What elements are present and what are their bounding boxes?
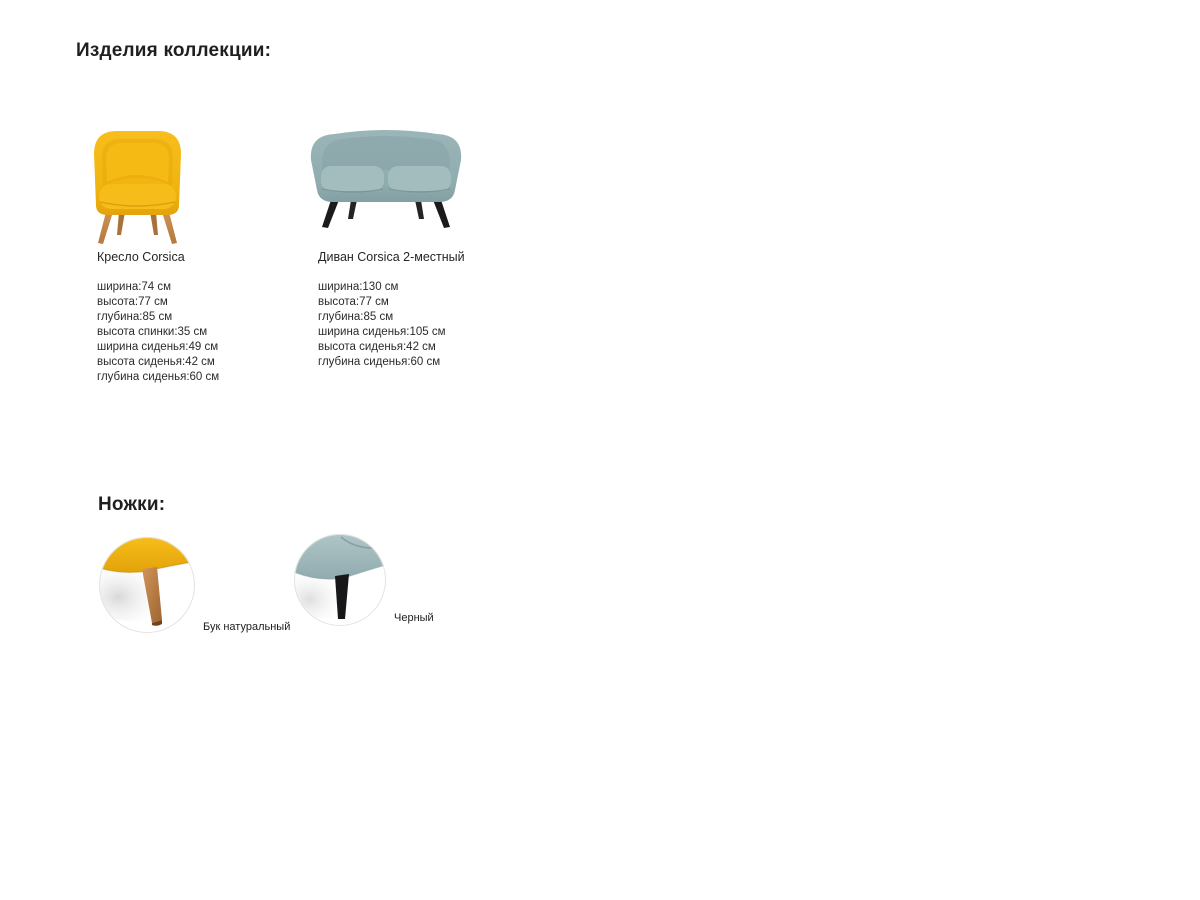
product-image-sofa	[306, 126, 466, 231]
spec-line: ширина:74 см	[97, 281, 172, 293]
leg-option-label-black: Черный	[394, 612, 434, 624]
spec-line: высота сиденья:42 см	[318, 341, 436, 353]
armchair-illustration	[90, 128, 185, 245]
leg-swatch-natural-beech	[98, 536, 196, 634]
spec-line: ширина сиденья:49 см	[97, 341, 219, 353]
spec-line: глубина:85 см	[318, 311, 394, 323]
spec-line: ширина сиденья:105 см	[318, 326, 446, 338]
product-image-armchair	[90, 128, 185, 245]
spec-line: ширина:130 см	[318, 281, 399, 293]
spec-line: высота спинки:35 см	[97, 326, 208, 338]
leg-swatch-black	[293, 533, 387, 627]
product-title-sofa: Диван Corsica 2-местный	[318, 250, 465, 264]
spec-line: глубина сиденья:60 см	[318, 356, 441, 368]
sofa-illustration	[306, 126, 466, 231]
spec-line: глубина сиденья:60 см	[97, 371, 220, 383]
leg-swatch-natural-beech-illustration	[98, 536, 196, 634]
legs-section-heading: Ножки:	[98, 494, 166, 515]
spec-line: высота:77 см	[318, 296, 389, 308]
spec-line: высота сиденья:42 см	[97, 356, 215, 368]
leg-option-label-beech: Бук натуральный	[203, 621, 291, 633]
product-specs-armchair	[97, 280, 219, 385]
spec-line: высота:77 см	[97, 296, 168, 308]
product-title-armchair: Кресло Corsica	[97, 250, 185, 264]
leg-swatch-black-illustration	[293, 533, 387, 627]
spec-line: глубина:85 см	[97, 311, 173, 323]
product-specs-sofa	[318, 280, 446, 370]
products-section-heading: Изделия коллекции:	[76, 40, 272, 61]
